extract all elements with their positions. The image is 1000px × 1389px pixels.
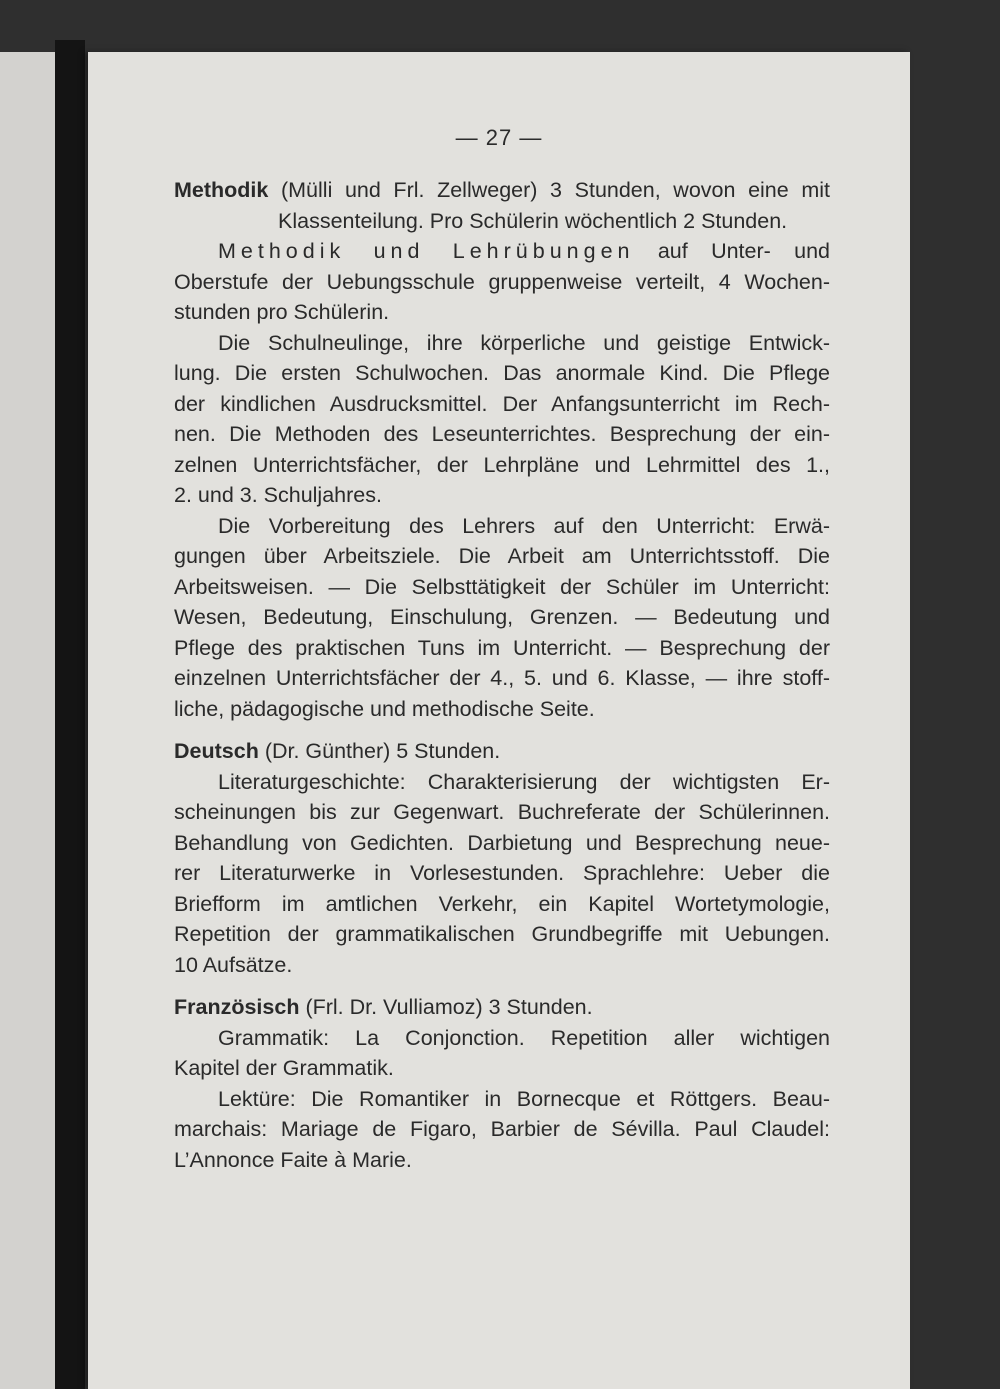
paragraph-line: Wesen, Bedeutung, Einschulung, Grenzen. — Bedeutung und — [174, 605, 830, 629]
paragraph-line: 10 Aufsätze. — [174, 952, 293, 977]
heading-methodik: Methodik — [174, 178, 269, 202]
section-heading-methodik: Methodik (Mülli und Frl. Zellweger) 3 Stunden, wovon eine mit — [174, 178, 830, 202]
paragraph-line: Lektüre: Die Romantiker in Bornecque et Röttgers. Beau- — [218, 1086, 830, 1111]
paragraph-line: stunden pro Schülerin. — [174, 300, 390, 324]
paragraph-line: Briefform im amtlichen Verkehr, ein Kapitel Wortetymologie, — [174, 891, 830, 916]
heading-deutsch: Deutsch — [174, 739, 259, 763]
section-heading-deutsch: Deutsch (Dr. Günther) 5 Stunden. — [174, 739, 501, 763]
paragraph-line: rer Literaturwerke in Vorlesestunden. Sprachlehre: Ueber die — [174, 861, 830, 885]
paragraph-line: Pflege des praktischen Tuns im Unterricht. — Besprechung der — [174, 635, 830, 660]
paragraph-line: lung. Die ersten Schulwochen. Das anormale Kind. Die Pflege — [174, 361, 830, 385]
book-spine — [55, 40, 85, 1389]
paragraph-line: zelnen Unterrichtsfächer, der Lehrpläne und Lehrmittel des 1., — [174, 452, 830, 477]
paragraph-line: liche, pädagogische und methodische Seite. — [174, 696, 595, 721]
paragraph-line: L’Annonce Faite à Marie. — [174, 1147, 412, 1172]
heading-methodik-line2: Klassenteilung. Pro Schülerin wöchentlich 2 Stunden. — [278, 208, 788, 233]
paragraph-line: Arbeitsweisen. — Die Selbsttätigkeit der Schüler im Unterricht: — [174, 574, 830, 599]
paragraph-line: gungen über Arbeitsziele. Die Arbeit am Unterrichtsstoff. Die — [174, 544, 830, 568]
paragraph-line: Literaturgeschichte: Charakterisierung der wichtigsten Er- — [218, 769, 830, 794]
paragraph-line: scheinungen bis zur Gegenwart. Buchreferate der Schülerinnen. — [174, 800, 830, 824]
paragraph-line: Die Schulneulinge, ihre körperliche und geistige Entwick- — [218, 330, 830, 355]
paragraph-line: einzelnen Unterrichtsfächer der 4., 5. und 6. Klasse, — ihre stoff- — [174, 666, 830, 690]
page-text — [174, 175, 830, 1175]
paragraph-line: Methodik und Lehrübungen auf Unter- und — [218, 239, 830, 263]
paragraph-line: Kapitel der Grammatik. — [174, 1056, 394, 1080]
paragraph-line: Repetition der grammatikalischen Grundbegriffe mit Uebungen. — [174, 922, 830, 946]
heading-franzoesisch: Französisch — [174, 995, 300, 1019]
paragraph-line: marchais: Mariage de Figaro, Barbier de Sévilla. Paul Claudel: — [174, 1117, 830, 1141]
paragraph-line: 2. und 3. Schuljahres. — [174, 483, 382, 507]
paragraph-line: Die Vorbereitung des Lehrers auf den Unterricht: Erwä- — [218, 513, 830, 538]
paragraph-line: der kindlichen Ausdrucksmittel. Der Anfangsunterricht im Rech- — [174, 391, 830, 416]
paragraph-line: Behandlung von Gedichten. Darbietung und Besprechung neue- — [174, 830, 830, 855]
page-number: — 27 — — [455, 125, 543, 150]
paragraph-line: Oberstufe der Uebungsschule gruppenweise verteilt, 4 Wochen- — [174, 269, 830, 294]
paragraph-line: nen. Die Methoden des Leseunterrichtes. Besprechung der ein- — [174, 422, 830, 446]
book-page — [88, 52, 910, 1389]
paragraph-line: Grammatik: La Conjonction. Repetition aller wichtigen — [218, 1025, 830, 1050]
section-heading-franzoesisch: Französisch (Frl. Dr. Vulliamoz) 3 Stunden. — [174, 995, 593, 1019]
